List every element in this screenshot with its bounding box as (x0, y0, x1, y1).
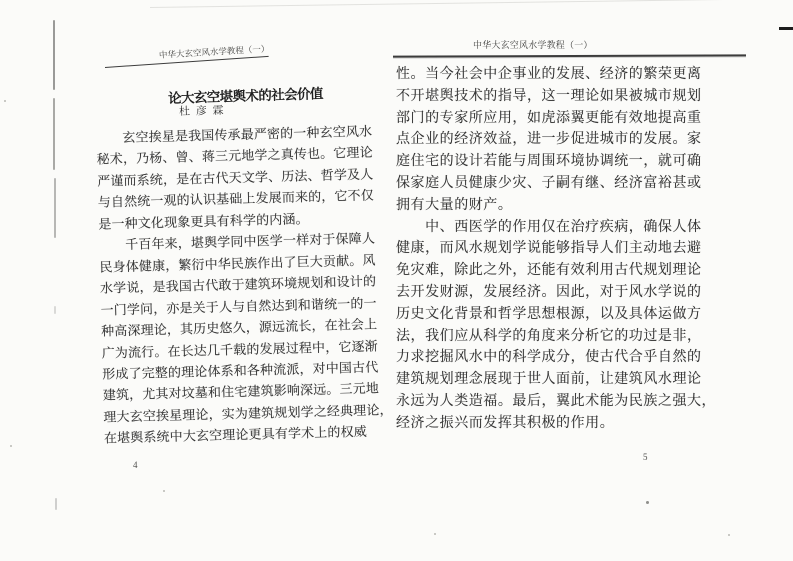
page-gutter-crease-segment (55, 498, 57, 510)
text-line: 中、西医学的作用仅在治疗疾病，确保人体 (396, 219, 702, 235)
text-line: 民身体健康，繁衍中华民族作出了巨大贡献。风 (99, 252, 376, 275)
text-line: 性。当今社会中企事业的发展、经济的繁荣更离 (396, 67, 702, 82)
text-line: 永远为人类造福。最后，翼此术能为民族之强大， (396, 393, 717, 409)
text-line: 历史文化背景和哲学思想根源，以及具体运做方 (396, 306, 702, 322)
page-gutter-crease-segment (54, 178, 56, 238)
text-line: 建筑规划理念展现于世人面前，让建筑风水理论 (396, 372, 702, 388)
dust-speck (646, 501, 649, 504)
text-line: 玄空挨星是我国传承最严密的一种玄空风水 (95, 123, 373, 146)
text-line: 拥有大量的财产。 (396, 197, 513, 213)
text-line: 理大玄空挨星理论，实为建筑规划学之经典理论， (103, 401, 393, 425)
running-header: 中华大玄空风水学教程（一） (158, 43, 270, 60)
header-rule (393, 54, 746, 57)
running-header: 中华大玄空风水学教程（一） (473, 40, 593, 50)
text-line: 庭住宅的设计若能与周围环境协调统一，就可确 (396, 154, 702, 170)
text-line: 经济之振兴而发挥其积极的作用。 (396, 415, 615, 431)
text-line: 秘术，乃杨、曾、蒋三元地学之真传也。它理论 (96, 144, 373, 168)
text-line: 形成了完整的理论体系和各种流派，对中国古代 (102, 359, 379, 382)
dust-speck (728, 534, 730, 536)
body-text (396, 64, 717, 435)
text-line: 保家庭人员健康少灾、子嗣有继、经济富裕甚或 (396, 175, 702, 191)
text-line: 建筑，尤其对坟墓和住宅建筑影响深远。三元地 (102, 380, 380, 404)
page-gutter-crease-segment (54, 306, 56, 314)
text-line: 水学说，是我国古代敢于建筑环境规划和设计的 (99, 273, 377, 296)
page-gutter-crease-segment (53, 20, 55, 90)
text-line: 与自然统一观的认识基础上发展而来的，它不仅 (97, 187, 375, 211)
text-line: 去开发财源，发展经济。因此，对于风水学说的 (396, 284, 702, 300)
dust-speck (10, 445, 12, 447)
page-gutter-crease-segment (53, 98, 55, 170)
page-top-edge-shadow (150, 0, 770, 8)
article-author: 杜 彦 霖 (178, 104, 224, 118)
page-number: 4 (133, 460, 138, 470)
text-line: 免灾难，除此之外，还能有效利用古代规划理论 (396, 263, 702, 279)
margin-dash-mark (779, 27, 793, 30)
dust-speck (4, 100, 6, 102)
text-line: 点企业的经济效益，进一步促进城市的发展。家 (396, 132, 702, 148)
text-line: 部门的专家所应用，如虎添翼更能有效地提高重 (396, 110, 702, 126)
body-text (95, 120, 393, 449)
text-line: 不开堪舆技术的指导，这一理论如果被城市规划 (396, 88, 702, 104)
text-line: 种高深理论，其历史悠久，源远流长，在社会上 (100, 316, 378, 339)
text-line: 广为流行。在长达几千载的发展过程中，它逐渐 (101, 337, 378, 361)
text-line: 严谨而系统，是在古代天文学、历法、哲学及人 (97, 166, 374, 189)
text-line: 在堪舆系统中大玄空理论更具有学术上的权威 (103, 424, 368, 446)
text-line: 一门学问，亦是关于人与自然达到和谐统一的一 (100, 295, 377, 318)
text-line: 健康，而风水规划学说能够指导人们主动地去避 (396, 241, 702, 257)
dust-speck (163, 490, 165, 492)
text-line: 力求挖掘风水中的科学成分，使古代合乎自然的 (396, 350, 702, 366)
text-line: 法，我们应从科学的角度来分析它的功过是非， (396, 328, 702, 344)
article-title: 论大玄空堪舆术的社会价值 (167, 86, 324, 107)
dust-speck (434, 533, 436, 535)
page-number: 5 (643, 452, 648, 462)
text-line: 是一种文化现象更具有科学的内涵。 (98, 211, 309, 232)
text-line: 千百年来，堪舆学同中医学一样对于保障人 (98, 230, 376, 253)
